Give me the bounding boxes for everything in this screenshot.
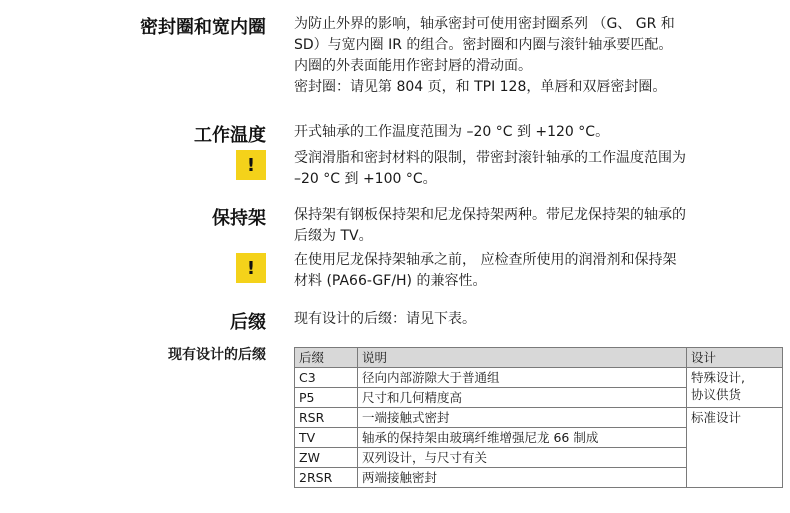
table-row bbox=[295, 368, 783, 388]
text-line: 现有设计的后缀：请见下表。 bbox=[294, 311, 476, 327]
heading-suffix: 后缀 bbox=[230, 312, 266, 333]
paragraph-temperature bbox=[294, 122, 784, 143]
table-header-row bbox=[295, 348, 783, 368]
col-header-suffix: 后缀 bbox=[295, 348, 358, 368]
design-special-line: 协议供货 bbox=[691, 387, 742, 402]
paragraph-seal bbox=[294, 14, 784, 98]
col-header-design: 设计 bbox=[687, 348, 783, 368]
heading-cage: 保持架 bbox=[212, 208, 266, 229]
text-line: 密封圈：请见第 804 页，和 TPI 128，单唇和双唇密封圈。 bbox=[294, 79, 667, 95]
col-header-description: 说明 bbox=[358, 348, 687, 368]
text-line: SD）与宽内圈 IR 的组合。密封圈和内圈与滚针轴承要匹配。 bbox=[294, 37, 673, 53]
text-line: –20 °C 到 +100 °C。 bbox=[294, 171, 437, 187]
text-line: 为防止外界的影响，轴承密封可使用密封圈系列 （G、 GR 和 bbox=[294, 16, 675, 32]
cell-suffix: C3 bbox=[295, 368, 358, 388]
cell-suffix: ZW bbox=[295, 448, 358, 468]
paragraph-cage bbox=[294, 205, 784, 247]
paragraph-suffix bbox=[294, 309, 784, 330]
warning-text-cage bbox=[294, 250, 784, 292]
warning-text-temperature bbox=[294, 148, 784, 190]
heading-seal: 密封圈和宽内圈 bbox=[140, 17, 266, 38]
text-line: 后缀为 TV。 bbox=[294, 228, 373, 244]
cell-description: 尺寸和几何精度高 bbox=[358, 388, 687, 408]
warning-icon: ! bbox=[236, 253, 266, 283]
table-title: 现有设计的后缀 bbox=[168, 347, 266, 363]
cell-suffix: RSR bbox=[295, 408, 358, 428]
cell-suffix: TV bbox=[295, 428, 358, 448]
cell-description: 两端接触密封 bbox=[358, 468, 687, 488]
cell-description: 径向内部游隙大于普通组 bbox=[358, 368, 687, 388]
text-line: 在使用尼龙保持架轴承之前， 应检查所使用的润滑剂和保持架 bbox=[294, 252, 677, 268]
text-line: 材料 (PA66-GF/H) 的兼容性。 bbox=[294, 273, 487, 289]
cell-description: 一端接触式密封 bbox=[358, 408, 687, 428]
warning-icon: ! bbox=[236, 150, 266, 180]
table-row bbox=[295, 408, 783, 428]
cell-suffix: 2RSR bbox=[295, 468, 358, 488]
design-special-line: 特殊设计, bbox=[691, 370, 745, 385]
cell-description: 双列设计，与尺寸有关 bbox=[358, 448, 687, 468]
heading-temperature: 工作温度 bbox=[194, 125, 266, 146]
cell-suffix: P5 bbox=[295, 388, 358, 408]
text-line: 受润滑脂和密封材料的限制，带密封滚针轴承的工作温度范围为 bbox=[294, 150, 686, 166]
cell-design-special bbox=[687, 368, 783, 408]
cell-description: 轴承的保持架由玻璃纤维增强尼龙 66 制成 bbox=[358, 428, 687, 448]
text-line: 内圈的外表面能用作密封唇的滑动面。 bbox=[294, 58, 532, 74]
suffix-table bbox=[294, 347, 783, 488]
text-line: 保持架有钢板保持架和尼龙保持架两种。带尼龙保持架的轴承的 bbox=[294, 207, 686, 223]
text-line: 开式轴承的工作温度范围为 –20 °C 到 +120 °C。 bbox=[294, 124, 610, 140]
cell-design-standard: 标准设计 bbox=[687, 408, 783, 488]
